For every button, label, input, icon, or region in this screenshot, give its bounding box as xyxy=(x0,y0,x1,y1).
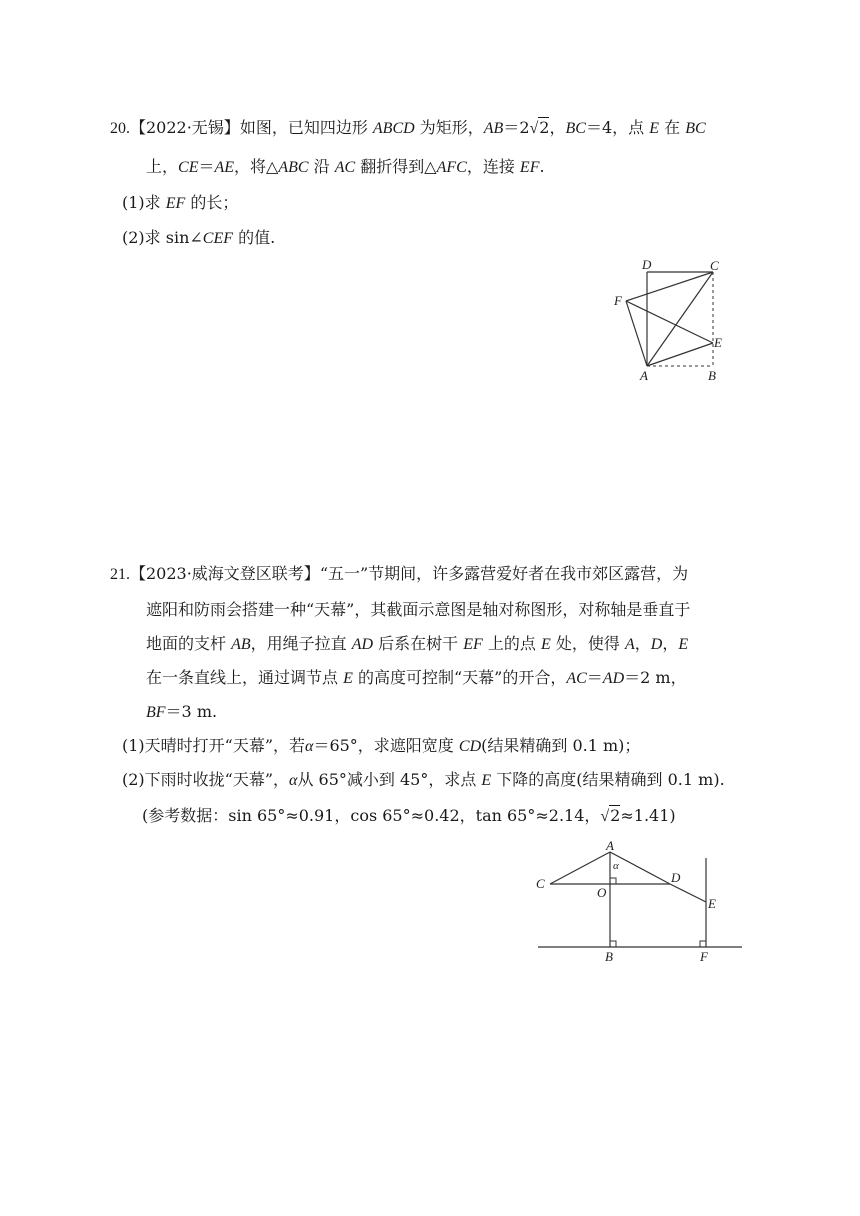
q20-text: ＝2 xyxy=(503,118,530,137)
q20-text: 上， xyxy=(146,157,179,176)
label-alpha: α xyxy=(613,860,619,872)
q21-reference-text: (参考数据：sin 65°≈0.91，cos 65°≈0.42，tan 65°≈2.14， xyxy=(142,806,601,825)
q20-text: . xyxy=(539,157,545,176)
label-C: C xyxy=(710,258,719,273)
q21-sqrt-value: 2 xyxy=(610,806,621,825)
q20-var: CEF xyxy=(202,230,234,247)
q21-source: 【2023·威海文登区联考】 xyxy=(130,564,320,583)
q21-number: 21. xyxy=(110,566,130,583)
q21-text: ， xyxy=(662,634,679,653)
q21-text: “五一”节期间，许多露营爱好者在我市郊区露营，为 xyxy=(319,564,689,583)
segment-FA xyxy=(626,301,647,366)
q20-number: 20. xyxy=(110,120,130,137)
q21-part1-text: (结果精确到 0.1 m)； xyxy=(481,736,641,755)
q21-var: AC xyxy=(566,670,587,687)
q21-text: ＝3 m. xyxy=(165,702,218,721)
label-B: B xyxy=(605,949,613,964)
q20-text: 如图，已知四边形 xyxy=(239,118,373,137)
q20-text: 翻折得到△ xyxy=(355,157,437,176)
q21-reference-text: ≈1.41) xyxy=(620,806,676,825)
label-E: E xyxy=(714,335,722,350)
label-E: E xyxy=(708,896,716,911)
q21-var: CD xyxy=(458,738,482,755)
q20-part2-text: (2)求 sin∠ xyxy=(122,228,203,247)
q20-var: AC xyxy=(334,159,356,176)
q21-part2 xyxy=(122,770,725,791)
q21-line5 xyxy=(146,702,217,723)
q21-var: D xyxy=(650,636,663,653)
q20-var: EF xyxy=(165,195,186,212)
segment-FE xyxy=(626,301,713,343)
q20-text: 沿 xyxy=(308,157,335,176)
q21-reference xyxy=(142,806,676,827)
label-C: C xyxy=(536,876,545,891)
q20-var: ABC xyxy=(278,159,309,176)
label-F: F xyxy=(614,293,622,308)
label-A: A xyxy=(606,840,614,853)
q20-line2 xyxy=(146,157,545,178)
sqrt-symbol: √2 xyxy=(529,118,550,137)
q20-text: ，将△ xyxy=(234,157,279,176)
q21-text: 后系在树干 xyxy=(373,634,464,653)
q21-var: A xyxy=(624,636,635,653)
q21-part1-text: ＝65°，求遮阳宽度 xyxy=(313,736,459,755)
q21-text: 处，使得 xyxy=(550,634,625,653)
q20-var: CE xyxy=(178,159,199,176)
q21-text: 的高度可控制“天幕”的开合， xyxy=(352,668,567,687)
q21-var: AD xyxy=(351,636,374,653)
q20-part1-text: (1)求 xyxy=(122,193,166,212)
segment-AD xyxy=(610,852,670,884)
q21-var: E xyxy=(540,636,551,653)
q21-text: 上的点 xyxy=(482,634,541,653)
q20-var: BC xyxy=(565,120,586,137)
q21-text: 地面的支杆 xyxy=(146,634,232,653)
label-D: D xyxy=(671,870,681,885)
q21-text: ＝ xyxy=(586,668,603,687)
q21-var: BF xyxy=(146,704,166,721)
q21-var: α xyxy=(305,738,314,755)
q20-line1 xyxy=(110,118,706,139)
q20-var: BC xyxy=(685,120,706,137)
label-B: B xyxy=(708,368,716,383)
q20-sqrt-value: 2 xyxy=(539,118,550,137)
q21-part2-text: (2)下雨时收拢“天幕”， xyxy=(122,770,290,789)
q20-var: ABCD xyxy=(372,120,415,137)
q20-part1 xyxy=(122,193,238,214)
q21-text: ，用绳子拉直 xyxy=(250,634,352,653)
q20-text: ＝ xyxy=(198,157,215,176)
q20-source: 【2022·无锡】 xyxy=(130,118,240,137)
q21-var: E xyxy=(481,772,492,789)
q21-var: AD xyxy=(602,670,625,687)
q20-var: E xyxy=(649,120,660,137)
label-D: D xyxy=(642,257,652,272)
q21-part1 xyxy=(122,736,640,757)
q21-var: α xyxy=(289,772,298,789)
q20-text: ， xyxy=(549,118,566,137)
q21-part2-text: 下降的高度(结果精确到 0.1 m). xyxy=(491,770,725,789)
q21-var: E xyxy=(678,636,689,653)
q20-var: AB xyxy=(483,120,504,137)
q20-part1-text: 的长； xyxy=(185,193,239,212)
right-angle-B xyxy=(610,941,616,947)
q20-text: ，连接 xyxy=(466,157,520,176)
q21-line1 xyxy=(110,564,688,585)
q20-var: AFC xyxy=(436,159,467,176)
q20-part2 xyxy=(122,228,275,249)
q21-figure xyxy=(530,840,760,970)
q21-part2-text: 从 65°减小到 45°，求点 xyxy=(297,770,482,789)
q21-line3 xyxy=(146,634,688,655)
q21-var: E xyxy=(343,670,353,687)
q20-figure xyxy=(600,250,740,390)
q21-var: EF xyxy=(463,636,483,653)
segment-DE xyxy=(670,884,706,902)
q20-text: 为矩形， xyxy=(414,118,484,137)
segment-AC xyxy=(550,852,610,884)
q20-var: AE xyxy=(214,159,235,176)
segment-AE xyxy=(647,343,713,366)
segment-FC xyxy=(626,272,713,301)
q21-line4 xyxy=(146,668,687,689)
q20-text: ＝4，点 xyxy=(585,118,650,137)
q21-text: ， xyxy=(634,634,651,653)
label-F: F xyxy=(700,949,708,964)
sqrt-symbol: √2 xyxy=(600,806,621,825)
q21-text: ＝2 m， xyxy=(624,668,687,687)
label-O: O xyxy=(597,885,607,900)
q21-line2 xyxy=(146,600,690,620)
label-A: A xyxy=(640,368,648,383)
right-angle-O xyxy=(610,878,616,884)
q20-var: EF xyxy=(519,159,540,176)
q21-text: 遮阳和防雨会搭建一种“天幕”，其截面示意图是轴对称图形，对称轴是垂直于 xyxy=(146,600,691,619)
segment-AC xyxy=(647,272,713,366)
q21-text: 在一条直线上，通过调节点 xyxy=(146,668,344,687)
q21-var: AB xyxy=(231,636,251,653)
q20-part2-text: 的值. xyxy=(233,228,276,247)
q20-text: 在 xyxy=(659,118,686,137)
right-angle-F xyxy=(700,941,706,947)
q21-part1-text: (1)天晴时打开“天幕”，若 xyxy=(122,736,306,755)
